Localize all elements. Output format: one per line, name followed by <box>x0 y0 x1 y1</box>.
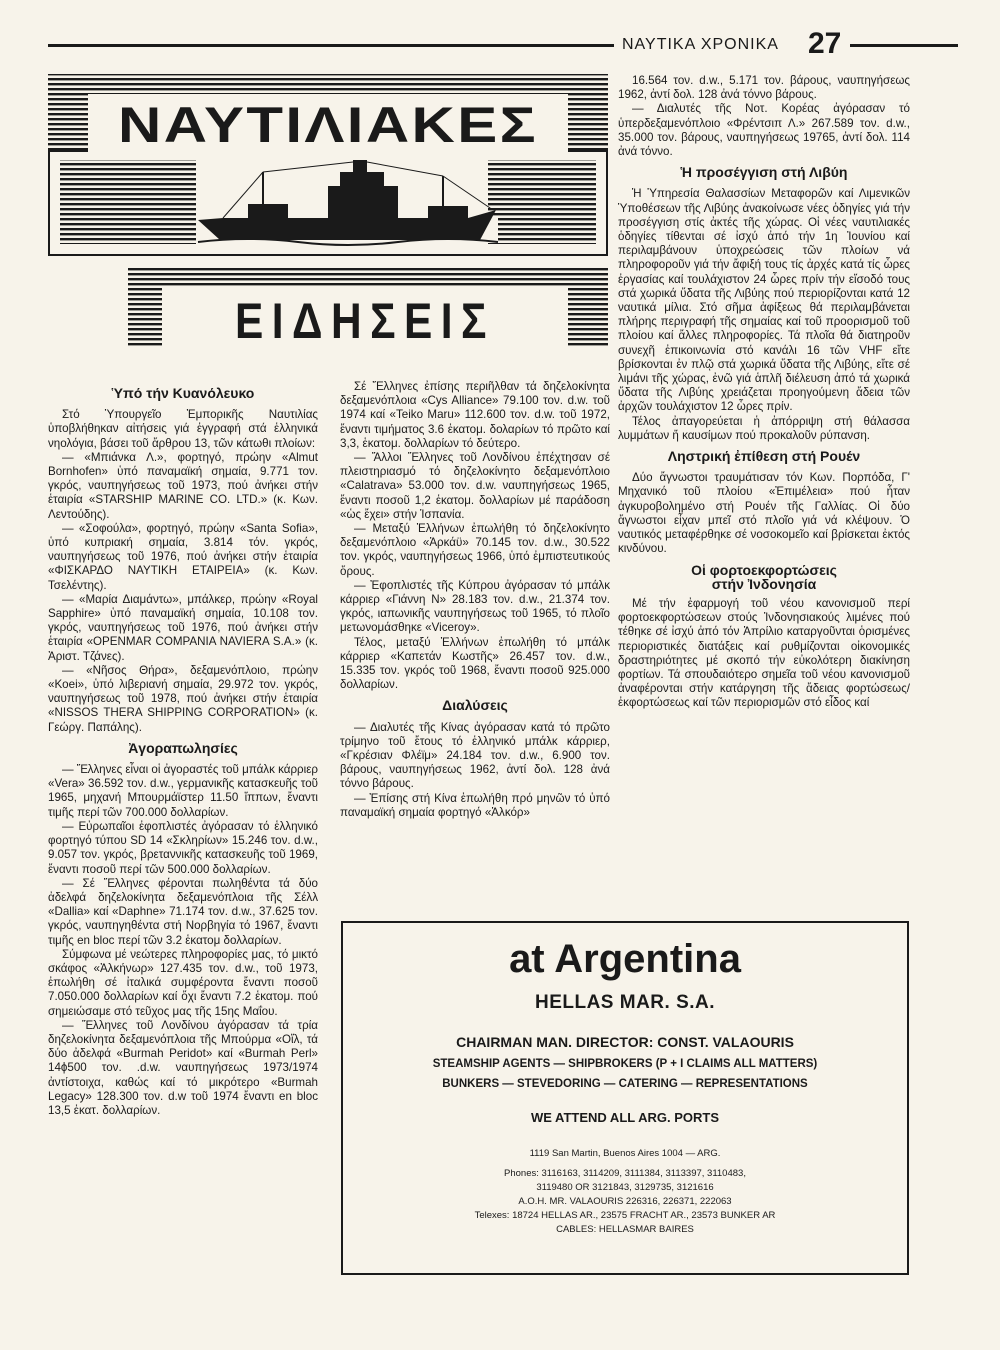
paragraph: — «Σοφούλα», φορτηγό, πρώην «Santa Sofia», ὑπό κυπριακή σημαία, 3.814 τόν. γκρός, ναυπηγήσεως τοῦ 1976, πού ἀνήκει στήν ἑταιρία «ΦΙΣΚΑΡΔΟ ΝΑΥΤΙΚΗ ΕΤΑΙΡΕΙΑ» (κ. Κων. Τσελέντης). <box>48 521 318 592</box>
paragraph: — Ἕλληνες εἶναι οἱ ἀγοραστές τοῦ μπάλκ κάρριερ «Vera» 36.592 τον. d.w., γερμανικῆς κατασκευῆς τοῦ 1965, μηχανή Μπουρμάϊστερ 11.50 ἵππων, ἔναντι τιμῆς περί τῶν 700.000 δολλαρίων. <box>48 763 318 819</box>
ship-illustration <box>198 160 498 245</box>
paragraph: — Μεταξύ Ἑλλήνων ἐπωλήθη τό δηζελοκίνητο δεξαμενόπλοιο «Ἀρκάϋ» 70.145 τον. d.w., 30.522 τον. γκρός, ναυπηγήσεως 1966, ὑπό ἐμπιστευτικούς ὅρους. <box>340 522 610 578</box>
ad-chairman: CHAIRMAN MAN. DIRECTOR: CONST. VALAOURIS <box>456 1034 794 1050</box>
heading-rouen: Ληστρική ἐπίθεση στή Ρουέν <box>667 448 861 465</box>
paragraph: Τέλος ἀπαγορεύεται ἡ ἀπόρριψη στή θάλασσα λυμμάτων ἤ καυσίμων πού προκαλοῦν ρύπανση. <box>618 414 910 442</box>
paragraph: 16.564 τον. d.w., 5.171 τον. βάρους, ναυπηγήσεως 1962, ἀντί δολ. 128 ἀνά τόννο βάρους. <box>618 74 910 102</box>
heading-livyi: Ἡ προσέγγιση στή Λιβύη <box>680 164 848 181</box>
paragraph: — «Νῆσος Θήρα», δεξαμενόπλοιο, πρώην «Koei», ὑπό λιβεριανή σημαία, 29.972 τον. γκρός, ναυπηγήσεως τοῦ 1978, πού ἀνήκει στήν ἑταιρία «NISSOS THERA SHIPPING CORPORATION» (κ. Γεώργ. Παπάλης). <box>48 663 318 734</box>
paragraph: — Ἐφοπλιστές τῆς Κύπρου ἀγόρασαν τό μπάλκ κάρριερ «Γιάννη Ν» 28.183 τον. d.w., 21.374 τον. γκρός, ιαπωνικῆς ναυπηγήσεως τοῦ 1965, τό πλοῖο μετωνομάσθηκε «Viceroy». <box>340 578 610 635</box>
advertisement-box <box>341 921 909 1275</box>
ad-title: at Argentina <box>509 937 741 981</box>
paragraph: Στό Ὑπουργεῖο Ἐμπορικῆς Ναυτιλίας ὑποβλήθηκαν αἰτήσεις γιά ἐγγραφή στά ἑλληνικά νηολόγια, βάσει τοῦ ἄρθρου 13, τῶν κάτωθι πλοίων: <box>48 408 318 450</box>
header-rule-left <box>48 44 614 47</box>
paragraph: — Ἄλλοι Ἕλληνες τοῦ Λονδίνου ἐπέχτησαν σέ πλειστηριασμό τό δηζελοκίνητο δεξαμενόπλοιο «Calatrava» 53.000 τον. d.w. ναυπηγήσεως 1965, ἔναντι ποσοῦ 1,2 ἑκατομ. δολλαρίων μέ παράδοση «ὡς ἔχει» στήν Ἱσπανία. <box>340 451 610 521</box>
masthead <box>48 68 608 350</box>
ad-company: HELLAS MAR. S.A. <box>534 992 716 1013</box>
ad-ports: WE ATTEND ALL ARG. PORTS <box>530 1110 719 1125</box>
paragraph: Δύο ἄγνωστοι τραυμάτισαν τόν Κων. Πορπόδα, Γ' Μηχανικό τοῦ πλοίου «Ἐπιμέλεια» πού ἦταν ἀγκυροβολημένο στή Ρουέν τῆς Γαλλίας. Οἱ δύο ἄγνωστοι εἶχαν μπεῖ στό πλοῖο γιά νά κλέψουν. Ὁ ναυτικός μεταφέρθηκε σέ νοσοκομεῖο καί βρίσκεται ἐκτός κινδύνου. <box>618 471 910 556</box>
heading-dialyseis: Διαλύσεις <box>442 697 508 714</box>
column-3 <box>618 74 910 711</box>
ad-services-2: BUNKERS — STEVEDORING — CATERING — REPRESENTATIONS <box>442 1078 808 1090</box>
paragraph: — Διαλυτές τῆς Κίνας ἀγόρασαν κατά τό πρῶτο τρίμηνο τοῦ ἔτους τό ἑλληνικό μπάλκ κάρριερ, «Γκρέσιαν Φλέϊμ» 24.184 τον. d.w., 6.900 τον. βάρους, ναυπηγήσεως 1962, ἀντί δολ. 128 ἀνά τόννο βάρους. <box>340 720 610 791</box>
heading-agorapolisies: Ἀγοραπωλησίες <box>128 739 238 756</box>
paragraph: — Σέ Ἕλληνες φέρονται πωληθέντα τά δύο ἀδελφά δηζελοκίνητα δεξαμενόπλοια τῆς Σέλλ «Dallia» καί «Daphne» 71.174 τον. d.w., 37.625 τον. γκρός, ναυπηγηθέντα στή Νορβηγία τό 1967, ἔναντι τιμῆς en bloc περί τῶν 3.2 ἑκατομ δολλαρίων. <box>48 876 318 947</box>
paragraph: Τέλος, μεταξύ Ἑλλήνων ἐπωλήθη τό μπάλκ κάρριερ «Καπετάν Κωστῆς» 26.457 τον. d.w., 15.335 τον. γκρός τοῦ 1968, ἔναντι ποσοῦ 925.000 δολλαρίων. <box>340 635 610 692</box>
heading-indonesia <box>618 563 910 591</box>
running-title: ΝΑΥΤΙΚΑ ΧΡΟΝΙΚΑ <box>622 36 779 53</box>
paragraph: — «Μπιάνκα Λ.», φορτηγό, πρώην «Almut Bornhofen» ὑπό παναμαϊκή σημαία, 9.771 τον. γκρός, ναυπηγήσεως τοῦ 1973, πού ἀνήκει στήν ἑταιρία «STARSHIP MARINE CO. LTD.» (κ. Κων. Λεντούδης). <box>48 450 318 521</box>
paragraph: Ἡ Ὑπηρεσία Θαλασσίων Μεταφορῶν καί Λιμενικῶν Ὑποθέσεων τῆς Λιβύης ἀνακοίνωσε νέες ὁδηγίες γιά τήν προσέγγιση στίς ἀκτές τῆς χώρας. Οἱ νέες ναυτιλιακές ὁδηγίες τίθενται σέ ἰσχύ ἀπό τήν 1η Ἰουνίου καί περιλαμβάνουν ὑποχρεώσεις τῶν πλοίων νά πληροφοροῦν γιά τήν ἄφιξή τους τίς ἀρχές κατά τίς ὧρες ἐργασίας καί τουλάχιστον 24 ὧρες πρίν τήν εἴσοδό τους στά χωρικά ὕδατα τῆς Λιβύης πού περιορίζονται κατά 12 ναυτικά μίλια. Στό σῆμα ἀφίξεως θά περιλαμβάνεται πλήρης περιγραφή τῆς σημαίας καί τοῦ προορισμοῦ τοῦ πλοίου καί ἄλλες πληροφορίες. Τά πλοῖα θά διατηροῦν συνεχῆ ἐπικοινωνία στό κανάλι 16 τῶν VHF εἴτε βρίσκονται ἐν πλῷ στά χωρικά ὕδατα τῆς Λιβύης, εἴτε σέ λιμάνι τῆς χώρας, ἐνῶ γιά ἁπλῆ διέλευση ἀπό τά χωρικά ὕδατα τῆς Λιβύης χρειάζεται προηγούμενη ἄδεια τῶν ἀρχῶν τουλάχιστον 12 ὧρες πρίν. <box>618 187 910 414</box>
column-2 <box>340 380 610 820</box>
column-1 <box>48 380 318 1118</box>
ad-telexes: Telexes: 18724 HELLAS AR., 23575 FRACHT AR., 23573 BUNKER AR <box>474 1210 776 1221</box>
page-number: 27 <box>808 27 842 60</box>
heading-indonesia-line2: στήν Ἰνδονησία <box>711 575 817 592</box>
ad-aoh: A.O.H. MR. VALAOURIS 226316, 226371, 222063 <box>518 1196 732 1207</box>
paragraph: Σύμφωνα μέ νεώτερες πληροφορίες μας, τό μικτό σκάφος «Ἀλκήνωρ» 127.435 τον. d.w., τοῦ 1973, ἐπωλήθη σέ ἰταλικά συμφέροντα ἔναντι ποσοῦ 7.050.000 δολλαρίων καί ὄχι ἔναντι 7.2 ἑκατομ. πού σημειώσαμε στό τεῦχος μας τῆς 15ης Μαΐου. <box>48 947 318 1018</box>
paragraph: Σέ Ἕλληνες ἐπίσης περιῆλθαν τά δηζελοκίνητα δεξαμενόπλοια «Cys Alliance» 79.100 τον. d.w. τοῦ 1974 καί «Teiko Maru» 112.600 τον. d.w. τοῦ 1972, ἔναντι τιμήματος 3.6 ἑκατομ. δολαρίων τό πρῶτο καί 3,3, ἑκατομ. δολλαρίων τό δεύτερο. <box>340 380 610 450</box>
paragraph: — Ἕλληνες τοῦ Λονδίνου ἀγόρασαν τά τρία δηζελοκίνητα δεξαμενόπλοια τῆς Μπούρμα «Οἴλ, τά δύο ἀδελφά «Burmah Peridot» καί «Burmah Perl» 14ϕ500 τον. .d.w. ναυπηγήσεως 1973/1974 ἀντίστοιχα, καθώς καί τό μικρότερο «Burmah Legacy» 128.300 τον. d.w τοῦ 1974 ἔναντι en bloc 13,5 ἑκατ. δολλαρίων. <box>48 1018 318 1117</box>
ad-phones-1: Phones: 3116163, 3114209, 3111384, 3113397, 3110483, <box>504 1168 746 1179</box>
ad-services-1: STEAMSHIP AGENTS — SHIPBROKERS (P + I CLAIMS ALL MATTERS) <box>432 1058 818 1070</box>
masthead-title-top: ΝΑΥΤΙΛΙΑΚΕΣ <box>118 97 538 153</box>
heading-indonesia-line1: Οἱ φορτοεκφορτώσεις <box>691 561 837 578</box>
paragraph: Μέ τήν ἐφαρμογή τοῦ νέου κανονισμοῦ περί φορτοεκφορτώσεων στούς Ἰνδονησιακούς λιμένες πού τέθηκε σέ ἰσχύ ἀπό τόν Ἀπρίλιο καταργοῦνται ὁρισμένες περιοριστικές διατάξεις καί ρυθμίζονται οἰκονομικές δραστηριότητες μέ σκοπό τήν εὐκολότερη διακίνηση φορτίων. Τά σπουδαιότερο σημεῖα τοῦ νέου κανονισμοῦ ἀναφέρονται στήν κατάργηση τῆς ἄδειας φορτώσεως/ ἐκφορτώσεως καί τῶν περιορισμῶν στό εἶδος καί <box>618 596 910 710</box>
ad-phones-2: 3119480 OR 3121843, 3129735, 3121616 <box>536 1182 714 1193</box>
ad-address: 1119 San Martin, Buenos Aires 1004 — ARG. <box>529 1148 721 1159</box>
ad-cables: CABLES: HELLASMAR BAIRES <box>556 1224 694 1235</box>
header-rule-right <box>850 44 958 47</box>
paragraph: — «Μαρία Διαμάντω», μπάλκερ, πρώην «Royal Sapphire» ὑπό παναμαϊκή σημαία, 10.108 τον. γκρός, ναυπηγήσεως τοῦ 1976, πού ἀνήκει στήν ἑταιρία «OPENMAR COMPANIA NAVIERA S.A.» (κ. Ἀριστ. Τζάνες). <box>48 592 318 663</box>
paragraph: — Ἐπίσης στή Κίνα ἐπωλήθη πρό μηνῶν τό ὑπό παναμαϊκή σημαία φορτηγό «Ἀλκόρ» <box>340 791 610 819</box>
paragraph: — Εὐρωπαῖοι ἐφοπλιστές ἀγόρασαν τό ἑλληνικό φορτηγό τύπου SD 14 «Σκληρίων» 15.246 τον. d.w., 9.057 τον. γκρός, βρεταννικῆς κατασκευῆς τοῦ 1969, ἔναντι ποσοῦ περί τῶν 500.000 δολλαρίων. <box>48 819 318 876</box>
masthead-title-bottom: ΕΙΔΗΣΕΙΣ <box>235 293 495 349</box>
paragraph: — Διαλυτές τῆς Νοτ. Κορέας ἀγόρασαν τό ὑπερδεξαμενόπλοιο «Φρέντσιπ Λ.» 267.589 τον. d.w., 35.000 τον. βάρους, ναυπηγήσεως 19765, ἀντί δολ. 114 ἀνά τόννο. <box>618 102 910 159</box>
heading-ypo-tin-kyanoleuko: Ὑπό τήν Κυανόλευκο <box>111 385 255 401</box>
